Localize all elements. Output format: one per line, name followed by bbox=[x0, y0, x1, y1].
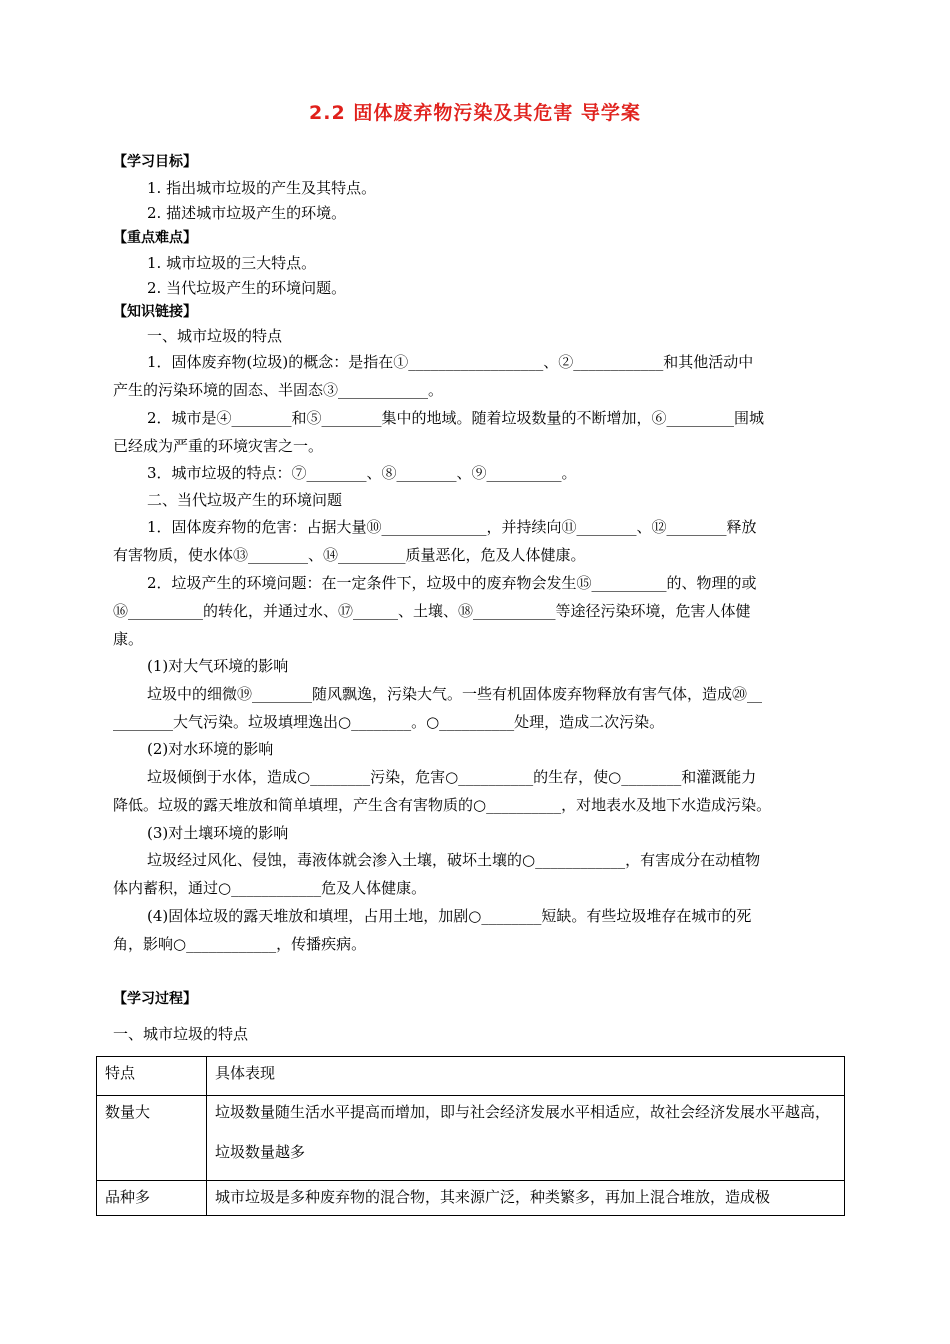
table-cell bbox=[207, 1096, 845, 1181]
text-line: ________大气污染。垃圾填埋逸出○________。○__________处理，造成二次污染。 bbox=[113, 713, 665, 731]
table-cell: 城市垃圾是多种废弃物的混合物，其来源广泛，种类繁多，再加上混合堆放，造成极 bbox=[207, 1181, 845, 1216]
text-line: 垃圾倾倒于水体，造成○________污染，危害○__________的生存，使○________和灌溉能力 bbox=[147, 768, 757, 786]
subsection-heading: (3)对土壤环境的影响 bbox=[147, 824, 289, 842]
goal-item: 1. 指出城市垃圾的产生及其特点。 bbox=[147, 179, 377, 197]
text-line: 3．城市垃圾的特点：⑦________、⑧________、⑨__________。 bbox=[147, 464, 577, 482]
table-header-cell: 具体表现 bbox=[207, 1057, 845, 1096]
goals-heading: 【学习目标】 bbox=[113, 154, 197, 170]
table-header-cell: 特点 bbox=[97, 1057, 207, 1096]
text-line: 2．城市是④________和⑤________集中的地域。随着垃圾数量的不断增加，⑥_________围城 bbox=[147, 409, 765, 427]
text-line: 2．垃圾产生的环境问题：在一定条件下，垃圾中的废弃物会发生⑮__________的、物理的或 bbox=[147, 574, 757, 592]
key-point-item: 2. 当代垃圾产生的环境问题。 bbox=[147, 279, 347, 297]
document-title: 2.2 固体废弃物污染及其危害 导学案 bbox=[309, 102, 641, 124]
table-cell: 数量大 bbox=[97, 1096, 207, 1181]
text-line: 角，影响○____________，传播疾病。 bbox=[113, 935, 367, 953]
key-points-heading: 【重点难点】 bbox=[113, 230, 197, 246]
text-line: 已经成为严重的环境灾害之一。 bbox=[113, 437, 324, 455]
text-line: 1．固体废弃物(垃圾)的概念：是指在①__________________、②____________和其他活动中 bbox=[147, 353, 754, 371]
section-heading: 一、城市垃圾的特点 bbox=[147, 327, 283, 345]
text-line: 降低。垃圾的露天堆放和简单填埋，产生含有害物质的○__________，对地表水及地下水造成污染。 bbox=[113, 796, 772, 814]
subsection-heading: (1)对大气环境的影响 bbox=[147, 657, 289, 675]
table-cell: 品种多 bbox=[97, 1181, 207, 1216]
text-line: (4)固体垃圾的露天堆放和填埋，占用土地，加剧○________短缺。有些垃圾堆存在城市的死 bbox=[147, 907, 752, 925]
table-cell-text: 垃圾数量随生活水平提高而增加，即与社会经济发展水平相适应，故社会经济发展水平越高，垃圾数量越多 bbox=[215, 1103, 831, 1161]
text-line: 体内蓄积，通过○____________危及人体健康。 bbox=[113, 879, 427, 897]
table-row bbox=[97, 1096, 845, 1181]
table-row bbox=[97, 1181, 845, 1216]
text-line: 垃圾经过风化、侵蚀，毒液体就会渗入土壤，破坏土壤的○____________，有害成分在动植物 bbox=[147, 851, 761, 869]
process-heading: 【学习过程】 bbox=[113, 991, 197, 1007]
features-table bbox=[96, 1056, 845, 1216]
text-line: 产生的污染环境的固态、半固态③____________。 bbox=[113, 381, 444, 399]
text-line: 康。 bbox=[113, 630, 144, 648]
section-heading: 一、城市垃圾的特点 bbox=[113, 1025, 249, 1043]
key-point-item: 1. 城市垃圾的三大特点。 bbox=[147, 254, 317, 272]
goal-item: 2. 描述城市垃圾产生的环境。 bbox=[147, 204, 347, 222]
section-heading: 二、当代垃圾产生的环境问题 bbox=[147, 491, 343, 509]
text-line: 有害物质，使水体⑬________、⑭_________质量恶化，危及人体健康。 bbox=[113, 546, 586, 564]
subsection-heading: (2)对水环境的影响 bbox=[147, 740, 274, 758]
text-line: 垃圾中的细微⑲________随风飘逸，污染大气。一些有机固体废弃物释放有害气体，造成⑳__ bbox=[147, 685, 763, 703]
knowledge-heading: 【知识链接】 bbox=[113, 304, 197, 320]
table-header-row bbox=[97, 1057, 845, 1096]
text-line: ⑯__________的转化，并通过水、⑰______、土壤、⑱___________等途径污染环境，危害人体健 bbox=[113, 602, 751, 620]
text-line: 1．固体废弃物的危害：占据大量⑩______________，并持续向⑪________、⑫________释放 bbox=[147, 518, 757, 536]
